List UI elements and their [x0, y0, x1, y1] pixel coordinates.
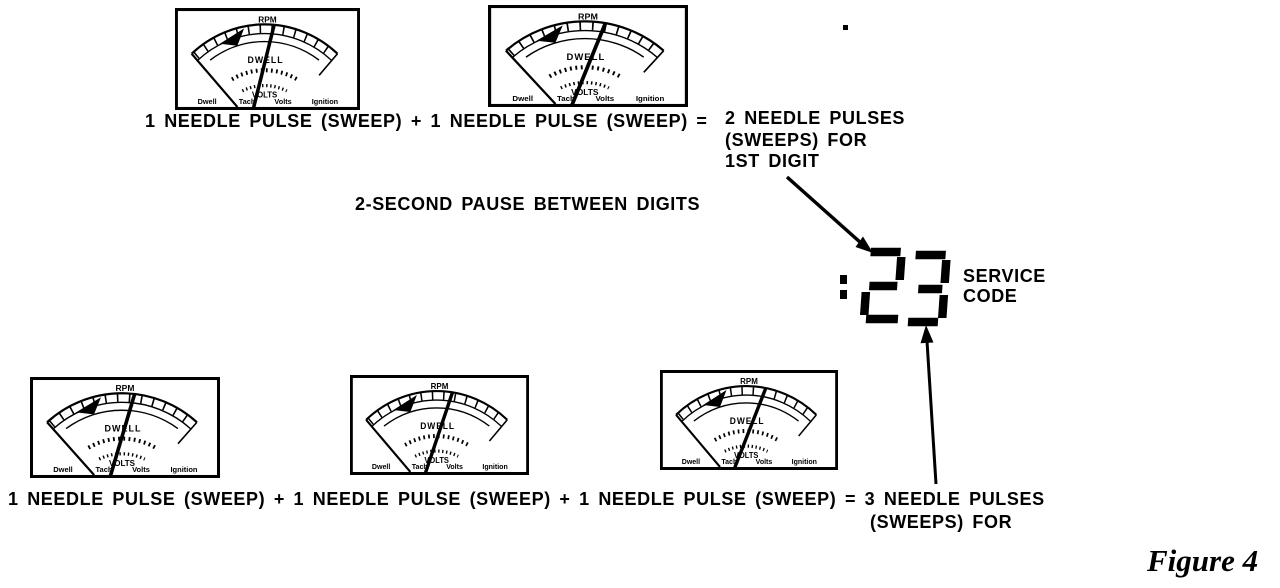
bottom-equation-row	[8, 489, 1045, 511]
meter-top-second-pulse	[488, 5, 688, 107]
arrow-first-digit-icon	[787, 177, 873, 253]
meter-top-first-pulse	[175, 8, 360, 110]
top-result-line-3: 1ST DIGIT	[725, 151, 820, 171]
meter-bottom-second-pulse	[350, 375, 529, 475]
scan-speck	[843, 25, 848, 30]
top-result-line-2: (SWEEPS) FOR	[725, 129, 868, 150]
bottom-equation-text: 1 NEEDLE PULSE (SWEEP) + 1 NEEDLE PULSE (SWEEP) + 1 NEEDLE PULSE (SWEEP) =	[8, 489, 857, 509]
meter-bottom-third-pulse	[660, 370, 838, 470]
bottom-result-line-2: (SWEEPS) FOR	[870, 512, 1013, 532]
pause-note-text: 2-SECOND PAUSE BETWEEN DIGITS	[355, 194, 701, 214]
top-result-line-1: 2 NEEDLE PULSES	[725, 108, 906, 128]
bottom-result-line-1: 3 NEEDLE PULSES	[864, 489, 1045, 509]
digit-3-glyph	[908, 255, 947, 322]
service-code-display	[836, 245, 952, 327]
figure-caption: Figure 4	[1147, 543, 1259, 578]
service-code-label-line-1: SERVICE	[963, 266, 1046, 286]
meter-bottom-first-pulse	[30, 377, 220, 478]
service-code-label	[963, 266, 1046, 306]
top-equation-text: 1 NEEDLE PULSE (SWEEP) + 1 NEEDLE PULSE (SWEEP) =	[145, 111, 708, 131]
service-code-label-line-2: CODE	[963, 286, 1018, 306]
colon-glyph	[840, 275, 847, 299]
arrow-second-digit-icon	[921, 325, 937, 484]
digit-2-glyph	[864, 252, 903, 319]
top-result-block	[725, 108, 905, 173]
